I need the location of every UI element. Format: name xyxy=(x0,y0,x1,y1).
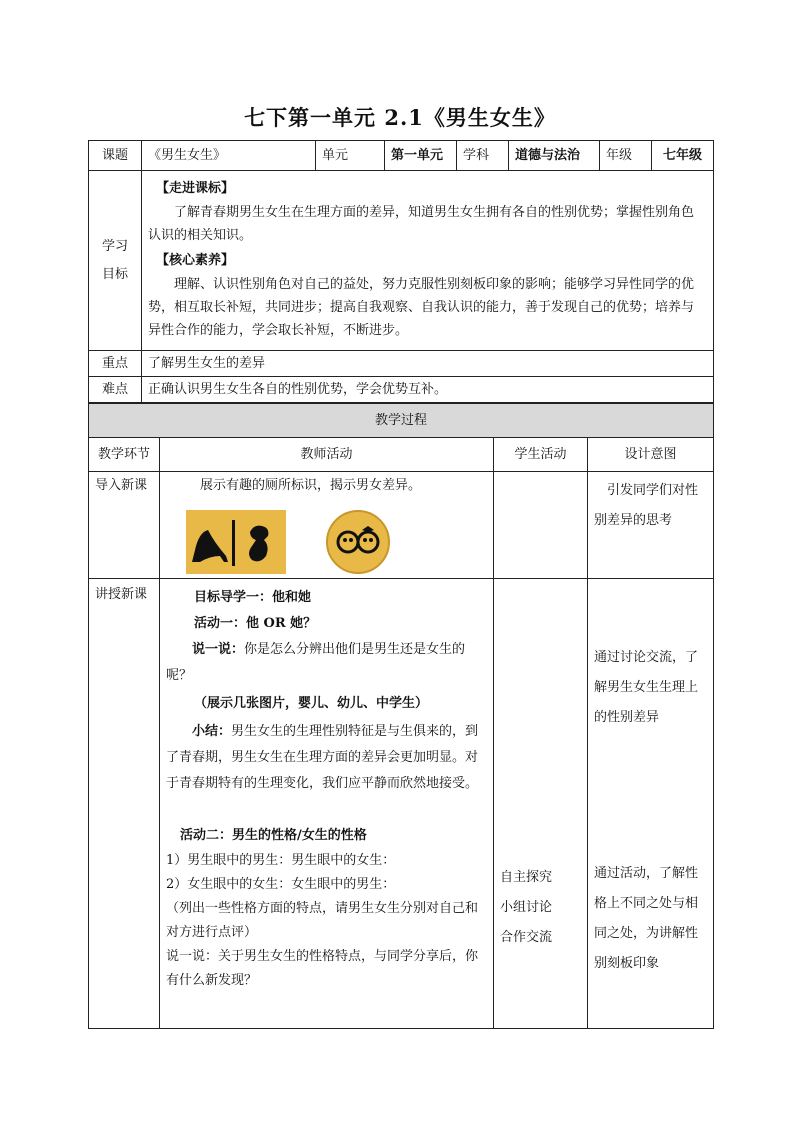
activity-2-item-1: 1）男生眼中的男生：男生眼中的女生： xyxy=(166,853,396,868)
col-stage: 教学环节 xyxy=(89,438,160,472)
lesson-info-table xyxy=(88,140,714,403)
intro-teacher-text: 展示有趣的厕所标识，揭示男女差异。 xyxy=(200,478,422,493)
purpose-1: 通过讨论交流，了解男生女生生理上的性别差异 xyxy=(594,650,699,725)
process-header: 教学过程 xyxy=(89,404,714,438)
curriculum-section-title: 【走进课标】 xyxy=(156,181,235,196)
say-1 xyxy=(166,637,487,689)
lesson-teacher-cell xyxy=(160,579,494,1029)
grade-value: 七年级 xyxy=(652,141,714,171)
col-teacher: 教师活动 xyxy=(160,438,494,472)
intro-purpose: 引发同学们对性别差异的思考 xyxy=(588,472,714,579)
activity-2: 活动二：男生的性格/女生的性格 xyxy=(180,828,367,843)
summary-1 xyxy=(166,719,487,797)
course-label: 课题 xyxy=(89,141,142,171)
grade-label: 年级 xyxy=(600,141,652,171)
core-literacy-title: 【核心素养】 xyxy=(156,253,235,268)
page-title: 七下第一单元 2.1《男生女生》 xyxy=(244,105,556,130)
subject-value: 道德与法治 xyxy=(509,141,600,171)
unit-value: 第一单元 xyxy=(385,141,457,171)
restroom-signs xyxy=(186,510,487,574)
goals-row xyxy=(89,171,714,351)
lesson-stage: 讲授新课 xyxy=(89,579,160,1029)
info-row xyxy=(89,141,714,171)
summary-text: 男生女生的生理性别特征是与生俱来的，到了青春期，男生女生在生理方面的差异会更加明显。对于青春期特有的生理变化，我们应平静而欣然地接受。 xyxy=(166,724,479,791)
say-1-text: 你是怎么分辨出他们是男生还是女生的呢？ xyxy=(166,642,466,683)
subject-label: 学科 xyxy=(457,141,509,171)
lesson-purpose-cell xyxy=(588,579,714,1029)
student-activity-2: 小组讨论 xyxy=(500,900,553,915)
say-1-label: 说一说： xyxy=(192,642,245,657)
goals-content xyxy=(142,171,714,351)
process-header-row xyxy=(89,404,714,438)
intro-student xyxy=(494,472,588,579)
goals-label-line1: 学习 xyxy=(101,238,128,254)
difficult-point-label: 难点 xyxy=(89,377,142,403)
student-activity-1: 自主探究 xyxy=(500,870,553,885)
teaching-process-table xyxy=(88,403,714,1029)
course-value: 《男生女生》 xyxy=(142,141,316,171)
key-point-label: 重点 xyxy=(89,351,142,377)
key-point-text: 了解男生女生的差异 xyxy=(142,351,714,377)
difficult-point-row xyxy=(89,377,714,403)
student-activity-3: 合作交流 xyxy=(500,930,553,945)
purpose-2: 通过活动，了解性格上不同之处与相同之处，为讲解性别刻板印象 xyxy=(594,866,699,971)
lesson-row xyxy=(89,579,714,1029)
lesson-student-cell xyxy=(494,579,588,1029)
activity-2-item-4: 说一说：关于男生女生的性格特点，与同学分享后，你有什么新发现？ xyxy=(166,949,479,988)
col-purpose: 设计意图 xyxy=(588,438,714,472)
restroom-sign-image xyxy=(186,510,286,574)
activity-1: 活动一：他 OR 她？ xyxy=(194,616,317,631)
process-columns-row xyxy=(89,438,714,472)
intro-row xyxy=(89,472,714,579)
intro-stage: 导入新课 xyxy=(89,472,160,579)
faces-icon xyxy=(328,512,388,572)
unit-label: 单元 xyxy=(316,141,385,171)
activity-2-item-3: （列出一些性格方面的特点，请男生女生分别对自己和对方进行点评） xyxy=(166,901,479,940)
key-point-row xyxy=(89,351,714,377)
show-pictures: （展示几张图片，婴儿、幼儿、中学生） xyxy=(194,696,429,711)
difficult-point-text: 正确认识男生女生各自的性别优势，学会优势互补。 xyxy=(142,377,714,403)
goals-label xyxy=(89,171,142,351)
curriculum-section-text: 了解青春期男生女生在生理方面的差异，知道男生女生拥有各自的性别优势；掌握性别角色认识的相关知识。 xyxy=(148,205,695,243)
goals-label-line2: 目标 xyxy=(101,266,128,282)
goal-guide-1: 目标导学一：他和她 xyxy=(194,590,312,605)
heel-pipe-icon xyxy=(186,510,286,574)
activity-2-item-2: 2）女生眼中的女生：女生眼中的男生： xyxy=(166,877,396,892)
col-student: 学生活动 xyxy=(494,438,588,472)
summary-label: 小结： xyxy=(192,724,232,739)
core-literacy-text: 理解、认识性别角色对自己的益处，努力克服性别刻板印象的影响；能够学习异性同学的优势，相互取长补短，共同进步；提高自我观察、自我认识的能力，善于发现自己的优势；培养与异性合作的能力，学会取长补短，不断进步。 xyxy=(148,277,695,338)
restroom-sign-round xyxy=(326,510,390,574)
intro-teacher-cell xyxy=(160,472,494,579)
